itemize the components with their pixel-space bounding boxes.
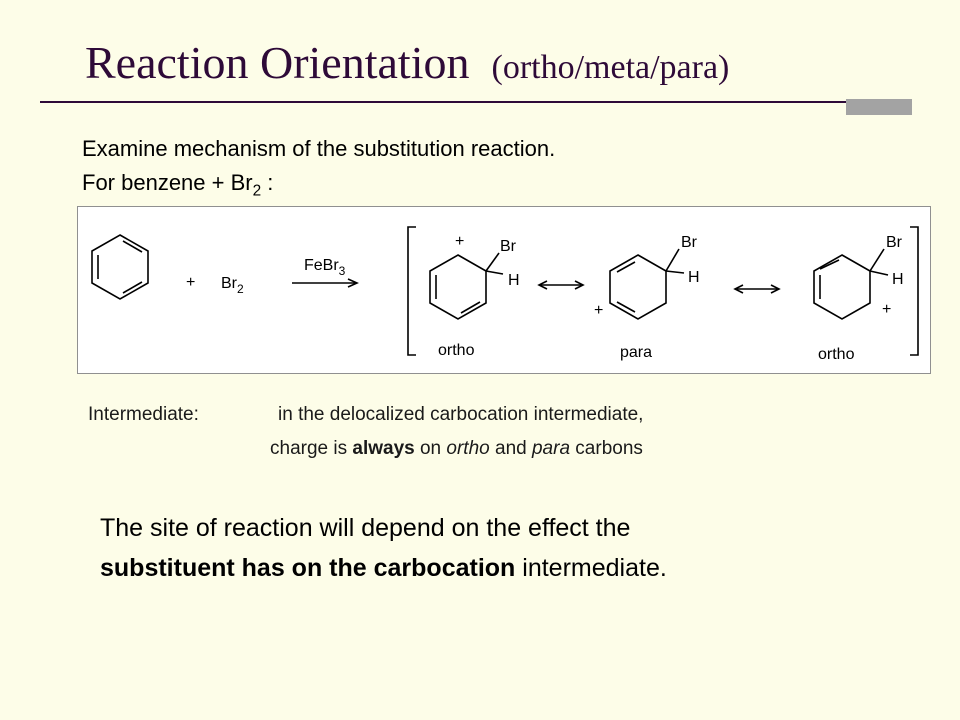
intermediate-line-1: in the delocalized carbocation intermediate, (278, 404, 644, 425)
conclusion-text (100, 508, 667, 588)
intermediate-label: Intermediate: (88, 404, 199, 425)
label-ortho-1: ortho (438, 342, 475, 359)
reaction-scheme (78, 207, 930, 373)
intermediate-description (270, 398, 644, 459)
intermediate-line-2: charge is always on ortho and para carbons (270, 438, 643, 459)
br-label-ortho-1: Br (500, 238, 516, 255)
title-rule (40, 101, 912, 103)
title-rule-accent (846, 99, 912, 115)
title-subtitle: (ortho/meta/para) (491, 49, 730, 86)
reaction-arrow (292, 279, 357, 287)
intro-line-2-text: For benzene + Br (82, 170, 253, 195)
br-label-ortho-2: Br (886, 234, 902, 251)
catalyst-label: FeBr$_3$ (304, 257, 346, 278)
reagent-label: $Br_2$ (221, 275, 244, 296)
reaction-scheme-panel (77, 206, 931, 374)
h-label-ortho-1: H (508, 272, 520, 289)
label-para: para (620, 344, 653, 361)
title-main: Reaction Orientation (85, 37, 470, 88)
intermediate-note (88, 398, 644, 459)
slide-title (85, 36, 729, 89)
intro-line-2-sub: 2 (252, 182, 262, 200)
right-bracket (910, 227, 918, 355)
para-structure (610, 249, 684, 319)
charge-para: + (594, 302, 604, 319)
ortho-structure-2 (814, 249, 888, 319)
benzene-ring (92, 235, 148, 299)
h-label-para: H (688, 269, 700, 286)
resonance-arrow-2 (735, 285, 779, 293)
intro-line-1: Examine mechanism of the substitution reaction. (82, 136, 556, 161)
ortho-structure-1 (430, 253, 503, 319)
conclusion-line-2: substituent has on the carbocation intermediate. (100, 554, 667, 582)
label-ortho-2: ortho (818, 346, 855, 363)
intro-line-2-suffix: : (261, 170, 274, 195)
charge-ortho-2: + (882, 301, 892, 318)
conclusion-line-1: The site of reaction will depend on the effect the (100, 514, 631, 542)
br-label-para: Br (681, 234, 697, 251)
left-bracket (408, 227, 416, 355)
charge-ortho-1: + (455, 233, 465, 250)
intro-text (82, 132, 555, 208)
resonance-arrow-1 (539, 281, 583, 289)
h-label-ortho-2: H (892, 271, 904, 288)
intro-line-2 (82, 166, 555, 208)
plus-sign: + (186, 274, 196, 291)
